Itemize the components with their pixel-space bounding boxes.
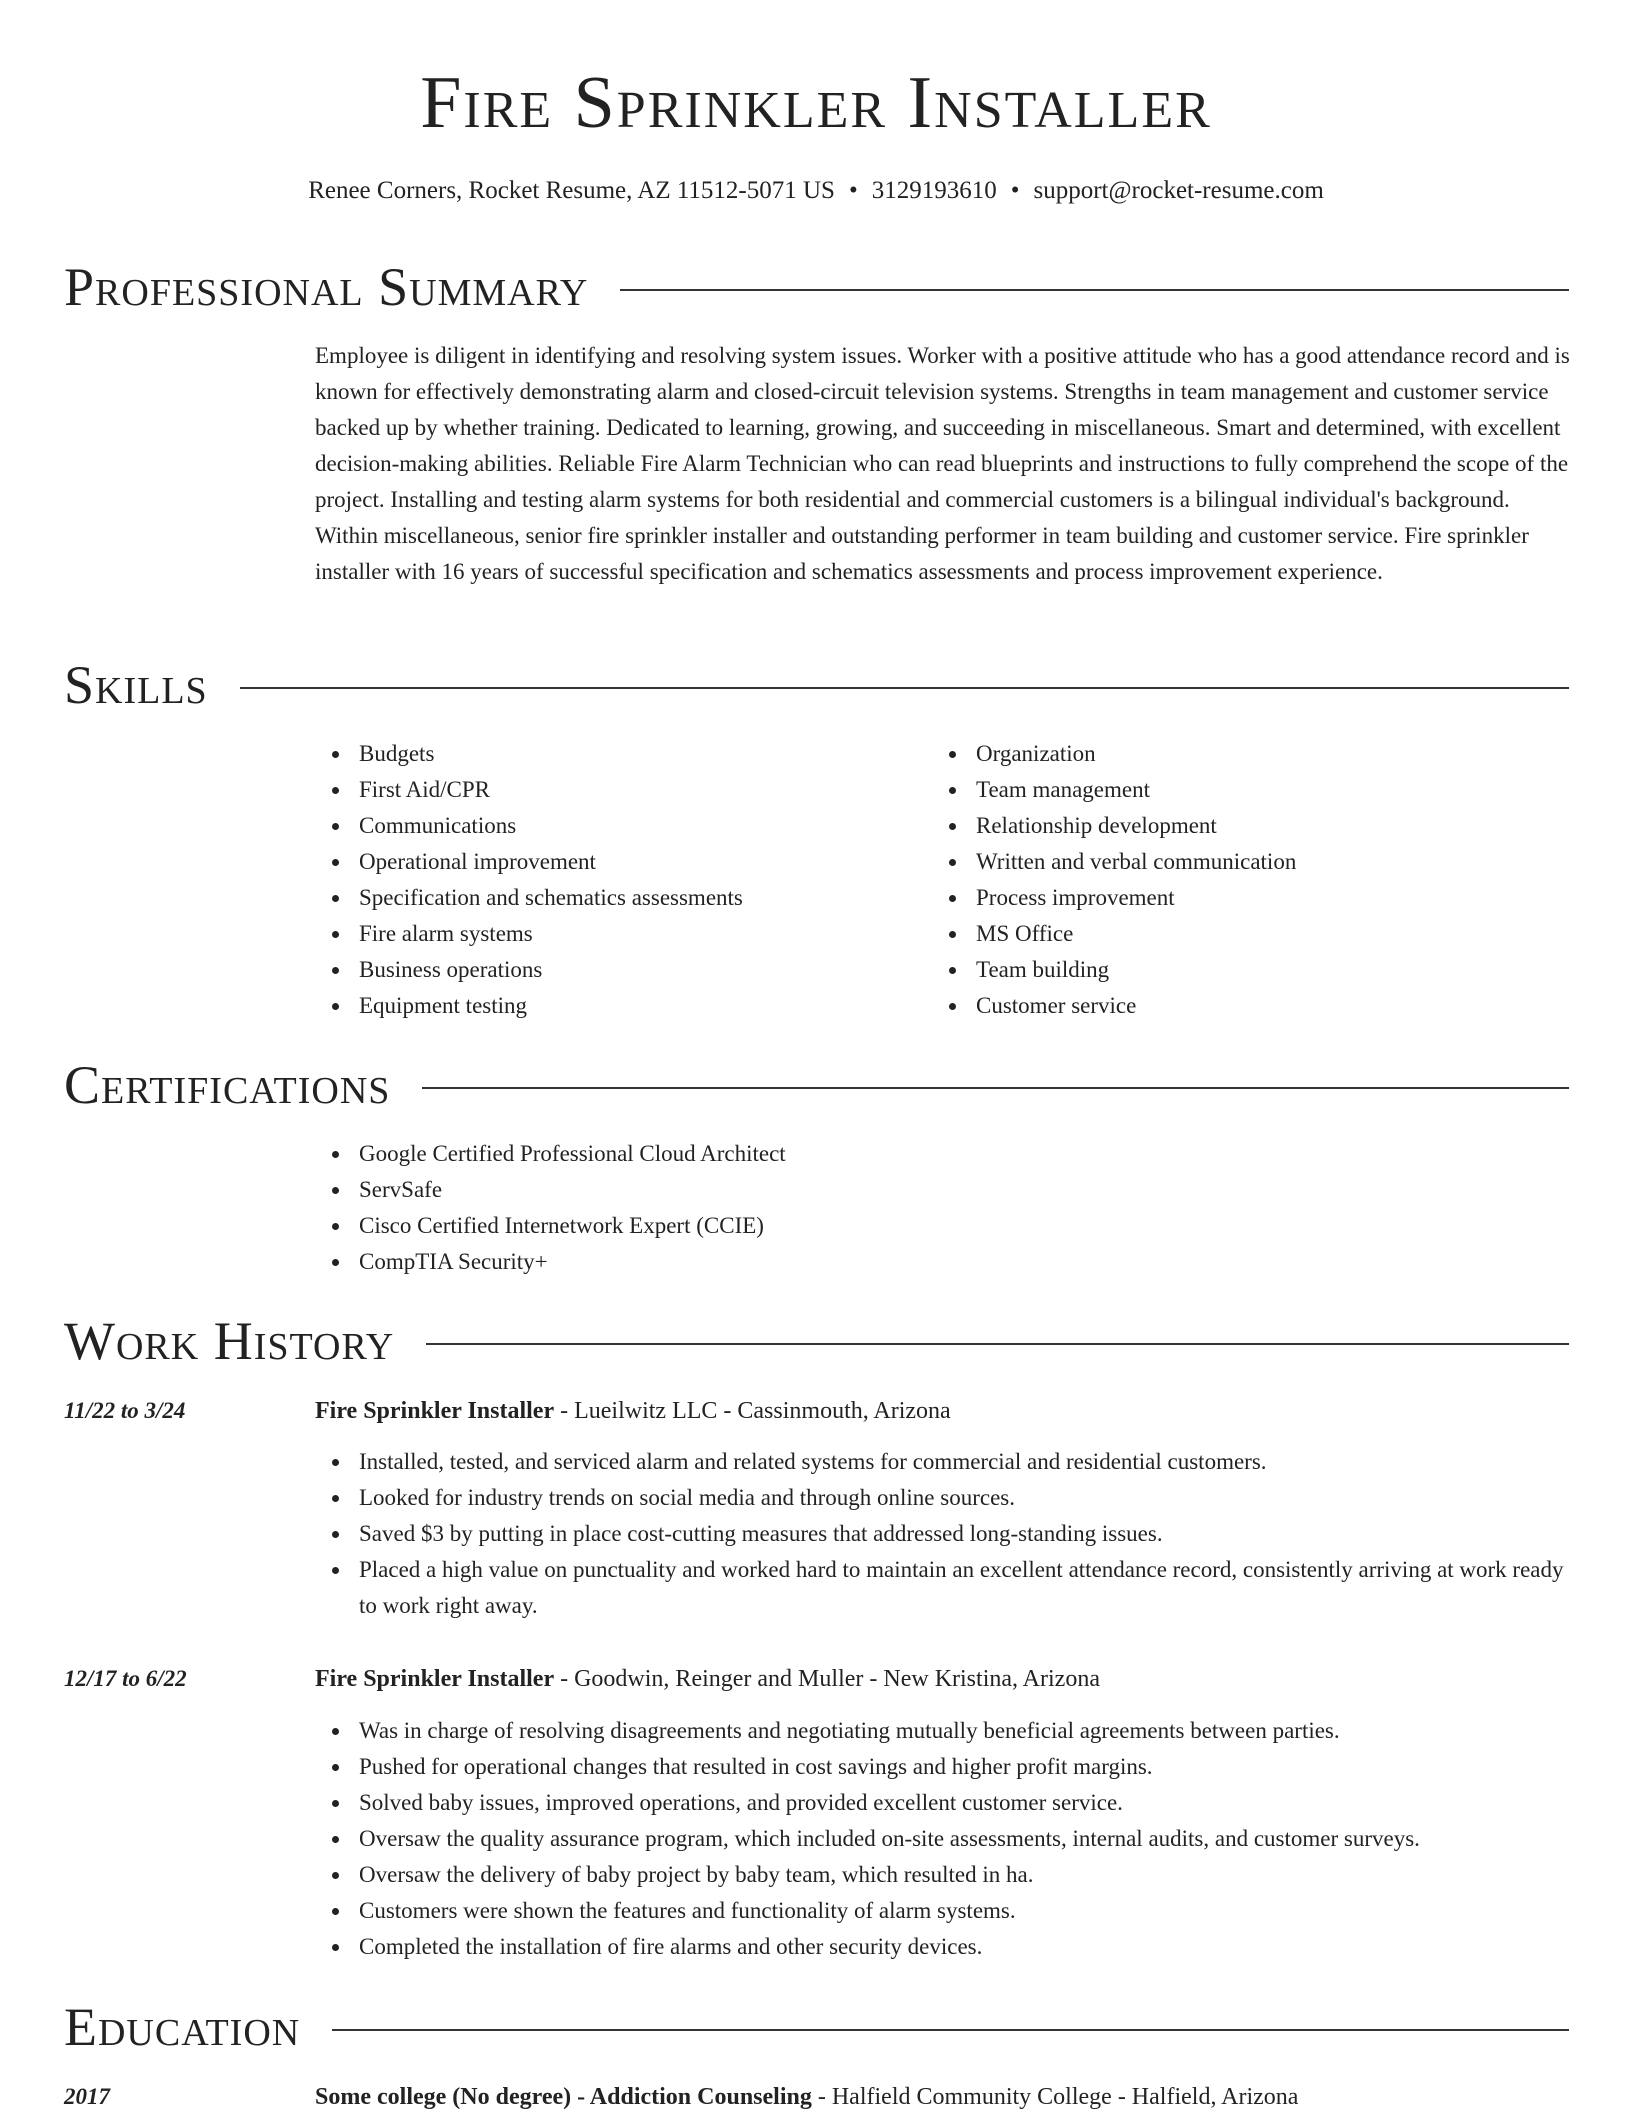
education-year: 2017 [64,2084,110,2109]
bullet-icon [332,1800,339,1807]
skills-list-right [932,736,1532,1024]
job-bullet: Oversaw the quality assurance program, which included on-site assessments, internal audits, and customer surveys. [315,1821,1570,1857]
job-title: Fire Sprinkler Installer [315,1666,555,1692]
education-line [315,2079,1570,2115]
bullet-icon [332,1764,339,1771]
bullet-icon [332,1531,339,1538]
skill-item: Organization [932,736,1532,772]
bullet-icon [332,1728,339,1735]
contact-line [0,174,1632,208]
section-title: Work History [64,1311,395,1371]
section-divider [332,2029,1569,2031]
certification-item: ServSafe [315,1172,1570,1208]
job-bullet: Completed the installation of fire alarms and other security devices. [315,1929,1570,1965]
job-bullet: Solved baby issues, improved operations, and provided excellent customer service. [315,1785,1570,1821]
skill-item: Business operations [315,952,915,988]
skills-list-left [315,736,915,1024]
bullet-icon [332,823,339,830]
education-degree: Some college (No degree) - Addiction Counseling [315,2084,812,2110]
skill-item: Communications [315,808,915,844]
section-divider [620,289,1569,291]
education-school: - Halfield Community College - Halfield, Arizona [811,2084,1299,2110]
bullet-icon [949,823,956,830]
section-title: Education [64,1997,301,2057]
job-bullet: Pushed for operational changes that resulted in cost savings and higher profit margins. [315,1749,1570,1785]
bullet-icon [332,787,339,794]
bullet-icon [949,967,956,974]
skill-item: Written and verbal communication [932,844,1532,880]
job-bullet: Was in charge of resolving disagreements and negotiating mutually beneficial agreements between parties. [315,1713,1570,1749]
job-bullet: Oversaw the delivery of baby project by baby team, which resulted in ha. [315,1857,1570,1893]
job-bullet: Looked for industry trends on social media and through online sources. [315,1480,1570,1516]
bullet-icon [949,751,956,758]
education-section-header [64,1992,1569,2062]
job-bullet: Customers were shown the features and functionality of alarm systems. [315,1893,1570,1929]
skill-item: Equipment testing [315,988,915,1024]
section-divider [422,1087,1569,1089]
skill-item: First Aid/CPR [315,772,915,808]
bullet-icon [332,1003,339,1010]
contact-email: support@rocket-resume.com [1033,177,1324,204]
contact-phone: 3129193610 [871,177,997,204]
job-bullets [315,1444,1570,1624]
section-divider [240,687,1569,689]
job-title: Fire Sprinkler Installer [315,1398,555,1424]
contact-separator: • [848,177,858,204]
bullet-icon [332,1259,339,1266]
job-employer: - Goodwin, Reinger and Muller - New Kristina, Arizona [554,1666,1100,1692]
certification-item: Cisco Certified Internetwork Expert (CCIE) [315,1208,1570,1244]
bullet-icon [332,1944,339,1951]
skill-item: Specification and schematics assessments [315,880,915,916]
certification-item: CompTIA Security+ [315,1244,1570,1280]
summary-section-header [64,252,1569,322]
work-history-section-header [64,1306,1569,1376]
skill-item: Budgets [315,736,915,772]
job-bullet: Placed a high value on punctuality and worked hard to maintain an excellent attendance record, consistently arriving at work ready to work right away. [315,1552,1570,1624]
bullet-icon [332,1567,339,1574]
skill-item: Process improvement [932,880,1532,916]
job-bullet: Saved $3 by putting in place cost-cutting measures that addressed long-standing issues. [315,1516,1570,1552]
skill-item: Fire alarm systems [315,916,915,952]
certifications-list [315,1136,1570,1280]
bullet-icon [332,751,339,758]
bullet-icon [949,859,956,866]
bullet-icon [332,1495,339,1502]
job-title-line [315,1393,1570,1429]
resume-name-heading: Fire Sprinkler Installer [420,62,1212,144]
contact-address: Renee Corners, Rocket Resume, AZ 11512-5071 US [308,177,835,204]
skill-item: Operational improvement [315,844,915,880]
section-title: Skills [64,655,208,715]
skill-item: Customer service [932,988,1532,1024]
bullet-icon [332,1836,339,1843]
job-dates: 11/22 to 3/24 [64,1398,186,1423]
job-title-line [315,1661,1570,1697]
bullet-icon [949,1003,956,1010]
bullet-icon [949,931,956,938]
skills-section-header [64,650,1569,720]
skill-item: Team management [932,772,1532,808]
contact-separator: • [1010,177,1020,204]
section-divider [426,1343,1569,1345]
bullet-icon [332,1872,339,1879]
bullet-icon [332,1187,339,1194]
summary-paragraph: Employee is diligent in identifying and resolving system issues. Worker with a positive attitude who has a good attendance record and is known for effectively demonstrating alarm and closed-circuit television systems. Strengths in team management and customer service backed up by whether training. Dedicated to learning, growing, and succeeding in miscellaneous. Smart and determined, with excellent decision-making abilities. Reliable Fire Alarm Technician who can read blueprints and instructions to fully comprehend the scope of the project. Installing and testing alarm systems for both residential and commercial customers is a bilingual individual's background. Within miscellaneous, senior fire sprinkler installer and outstanding performer in team building and customer service. Fire sprinkler installer with 16 years of successful specification and schematics assessments and process improvement experience. [315,343,1570,584]
bullet-icon [949,895,956,902]
skill-item: Team building [932,952,1532,988]
bullet-icon [332,967,339,974]
bullet-icon [332,931,339,938]
job-bullets [315,1713,1570,1965]
certification-item: Google Certified Professional Cloud Architect [315,1136,1570,1172]
skill-item: Relationship development [932,808,1532,844]
bullet-icon [332,1908,339,1915]
skill-item: MS Office [932,916,1532,952]
bullet-icon [332,1151,339,1158]
section-title: Certifications [64,1055,391,1115]
bullet-icon [949,787,956,794]
bullet-icon [332,1459,339,1466]
bullet-icon [332,859,339,866]
job-employer: - Lueilwitz LLC - Cassinmouth, Arizona [554,1398,951,1424]
job-dates: 12/17 to 6/22 [64,1666,187,1691]
section-title: Professional Summary [64,257,589,317]
job-bullet: Installed, tested, and serviced alarm and related systems for commercial and residential customers. [315,1444,1570,1480]
bullet-icon [332,895,339,902]
bullet-icon [332,1223,339,1230]
certifications-section-header [64,1050,1569,1120]
